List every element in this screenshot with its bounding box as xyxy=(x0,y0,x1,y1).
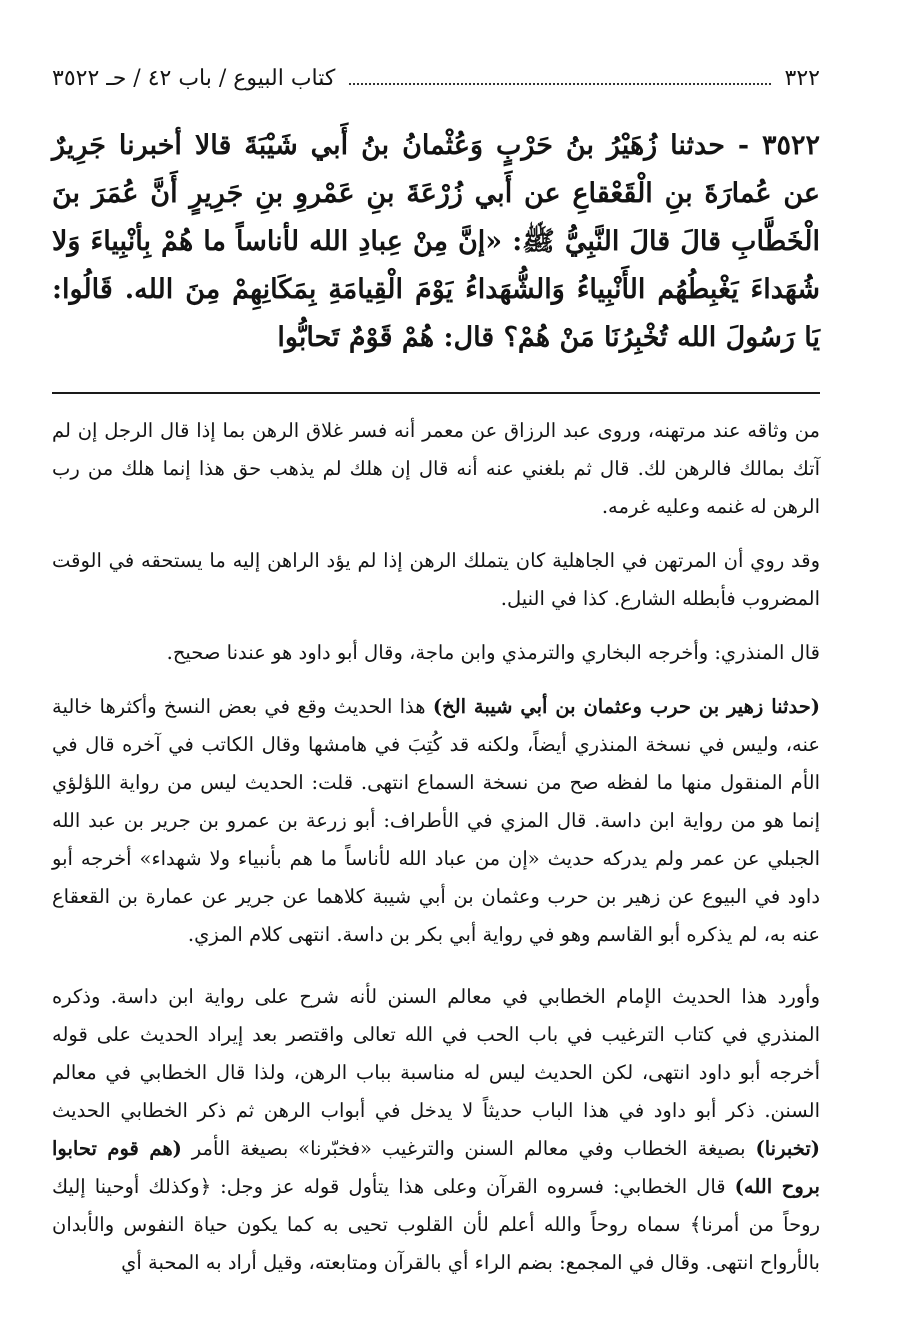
hadith-body: حدثنا زُهَيْرُ بنُ حَرْبٍ وَعُثْمانُ بنُ أَبي شَيْبَةَ قالا أخبرنا جَرِيرٌ عن عُمارَةَ بنِ الْقَعْقاعِ عن أَبي زُرْعَةَ بنِ عَمْروِ بنِ جَرِيرٍ أَنَّ عُمَرَ بنَ الْخَطَّابِ قالَ قالَ النَّبِيُّ ﷺ: «إنَّ مِنْ عِبادِ الله لأناساً ما هُمْ بِأنْبِياءَ وَلا شُهَداءَ يَغْبِطُهُم الأَنْبِياءُ وَالشُّهَداءُ يَوْمَ الْقِيامَةِ بِمَكَانِهِمْ مِنَ الله. قَالُوا: يَا رَسُولَ الله تُخْبِرُنَا مَنْ هُمْ؟ قال: هُمْ قَوْمٌ تَحابُّوا xyxy=(52,130,820,353)
running-title: كتاب البيوع / باب ٤٢ / حـ ٣٥٢٢ xyxy=(52,66,336,91)
hadith-number: ٣٥٢٢ - xyxy=(737,130,820,161)
page-header xyxy=(52,62,820,102)
commentary-paragraph-3: قال المنذري: وأخرجه البخاري والترمذي وابن ماجة، وقال أبو داود هو عندنا صحيح. xyxy=(166,641,820,664)
hadith-text xyxy=(52,122,820,362)
commentary-paragraph-5-part-a: وأورد هذا الحديث الإمام الخطابي في معالم السنن لأنه شرح على رواية ابن داسة. وذكره المنذري في كتاب الترغيب في باب الحب في الله تعالى واقتصر بعد إيراد الحديث على قوله أخرجه أبو داود انتهى، لكن الحديث ليس له مناسبة بباب الرهن، ولذا قال الخطابي في معالم السنن. ذكر أبو داود في هذا الباب حديثاً لا يدخل في أبواب الرهن ثم ذكر الخطابي الحديث xyxy=(52,985,820,1122)
commentary xyxy=(52,412,820,1282)
lemma-heading: (تخبرنا) xyxy=(755,1137,820,1160)
commentary-paragraph-2: وقد روي أن المرتهن في الجاهلية كان يتملك الرهن إذا لم يؤد الراهن إليه ما يستحقه في الوقت المضروب فأبطله الشارع. كذا في النيل. xyxy=(52,549,820,610)
commentary-paragraph-4 xyxy=(52,688,820,954)
commentary-paragraph-5 xyxy=(52,978,820,1282)
page-number: ٣٢٢ xyxy=(784,66,820,91)
page xyxy=(52,62,820,1298)
commentary-paragraph-5-part-b: بصيغة الخطاب وفي معالم السنن والترغيب «فخبّرنا» بصيغة الأمر xyxy=(191,1137,746,1160)
lemma-heading: (حدثنا زهير بن حرب وعثمان بن أبي شيبة الخ) xyxy=(432,695,820,718)
footnote-divider xyxy=(52,392,820,394)
header-dotted-leader xyxy=(349,83,770,85)
commentary-paragraph-1: من وثاقه عند مرتهنه، وروى عبد الرزاق عن معمر أنه فسر غلاق الرهن بما إذا قال الرجل إن لم آتك بمالك فالرهن لك. قال ثم بلغني عنه أنه قال إن هلك لم يذهب حق هذا إنما هلك من رب الرهن له غنمه وعليه غرمه. xyxy=(52,419,820,518)
commentary-paragraph-5-part-c: قال الخطابي: فسروه القرآن وعلى هذا يتأول قوله عز وجل: ﴿وكذلك أوحينا إليك روحاً من أمرنا﴾ سماه روحاً والله أعلم لأن القلوب تحيى به كما يكون حياة النفوس والأبدان بالأرواح انتهى. وقال في المجمع: بضم الراء أي بالقرآن ومتابعته، وقيل أراد به المحبة أي xyxy=(52,1175,820,1274)
lemma-heading: (هم قوم تحابوا بروح الله) xyxy=(52,1137,820,1198)
commentary-paragraph-4-text: هذا الحديث وقع في بعض النسخ وأكثرها خالية عنه، وليس في نسخة المنذري أيضاً، ولكنه قد كُتِبَ في هامشها وقال الكاتب في آخره قال في الأم المنقول منها ما لفظه صح من نسخة السماع انتهى. قلت: الحديث ليس من رواية اللؤلؤي إنما هو من رواية ابن داسة. قال المزي في الأطراف: أبو زرعة بن عمرو بن جرير بن عبد الله الجبلي عن عمر ولم يدركه حديث «إن من عباد الله لأناساً ما هم بأنبياء ولا شهداء» أخرجه أبو داود في البيوع عن زهير بن حرب وعثمان بن أبي شيبة كلاهما عن جرير عن عمارة بن القعقاع عنه به، لم يذكره أبو القاسم وهو في رواية أبي بكر بن داسة. انتهى كلام المزي. xyxy=(52,695,820,946)
